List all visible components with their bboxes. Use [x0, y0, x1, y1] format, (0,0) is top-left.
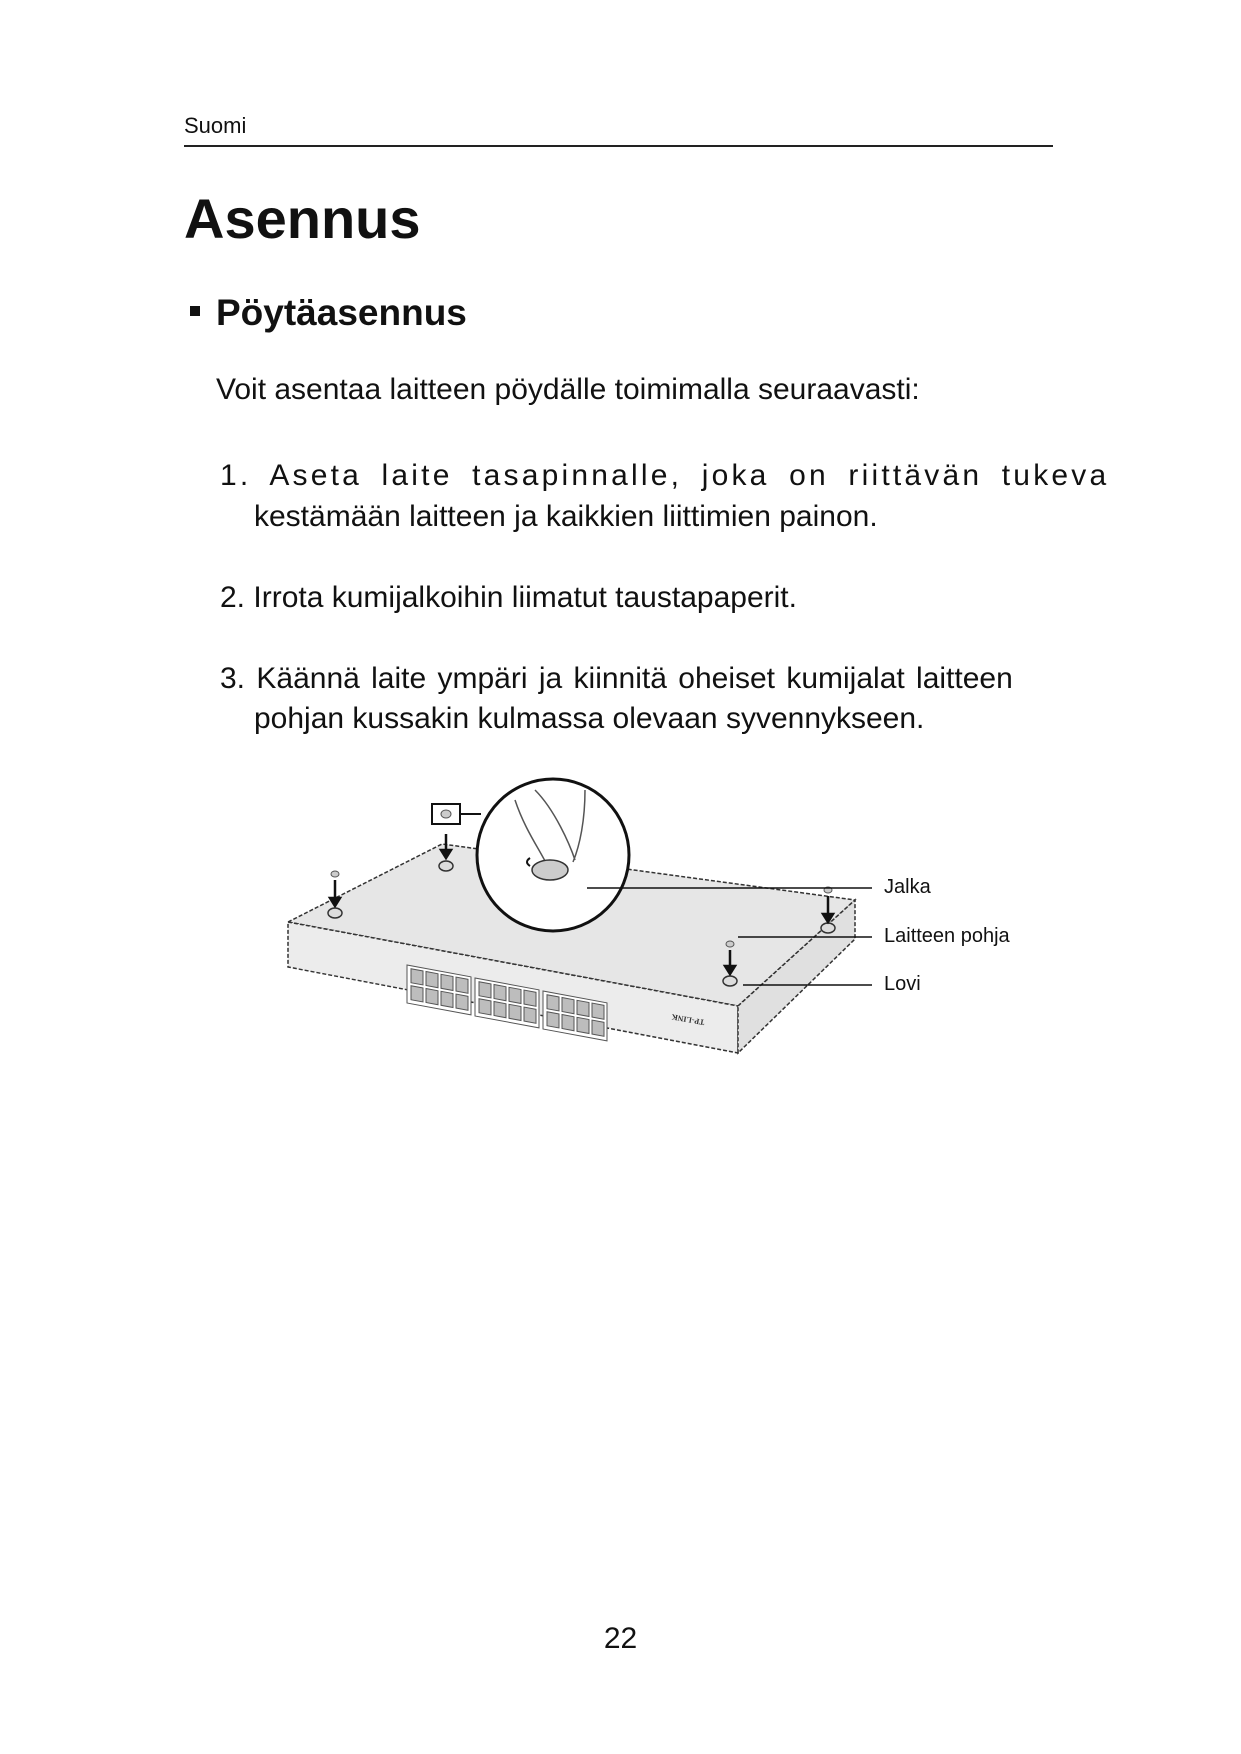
magnified-detail-circle	[477, 779, 629, 931]
intro-text: Voit asentaa laitteen pöydälle toimimalla seuraavasti:	[216, 373, 920, 406]
page-number: 22	[603, 1622, 638, 1655]
bullet-icon	[190, 306, 200, 316]
step-3	[220, 662, 1054, 696]
section-heading	[190, 292, 467, 334]
step-1	[220, 459, 1110, 493]
step-text: Käännä laite ympäri ja kiinnitä oheiset kumijalat laitteen	[256, 662, 1013, 695]
step-number: 1.	[220, 459, 252, 492]
label-foot: Jalka	[884, 876, 931, 898]
switch-illustration	[285, 770, 885, 1070]
header-divider	[184, 145, 1053, 147]
label-base: Laitteen pohja	[884, 925, 1010, 947]
rubber-foot	[532, 860, 568, 880]
step-1-continued: kestämään laitteen ja kaikkien liittimien painon.	[254, 500, 878, 533]
step-number: 3.	[220, 662, 246, 695]
step-2	[220, 581, 797, 615]
step-text: Irrota kumijalkoihin liimatut taustapaperit.	[253, 581, 797, 614]
page-title: Asennus	[184, 187, 421, 250]
label-notch: Lovi	[884, 973, 921, 995]
section-heading-text: Pöytäasennus	[216, 292, 467, 333]
brand-logo: TP-LINK	[670, 1012, 706, 1027]
step-number: 2.	[220, 581, 246, 614]
step-3-continued: pohjan kussakin kulmassa olevaan syvennykseen.	[254, 702, 925, 735]
header-language: Suomi	[184, 113, 247, 138]
step-text: Aseta laite tasapinnalle, joka on riittävän tukeva	[269, 459, 1110, 492]
